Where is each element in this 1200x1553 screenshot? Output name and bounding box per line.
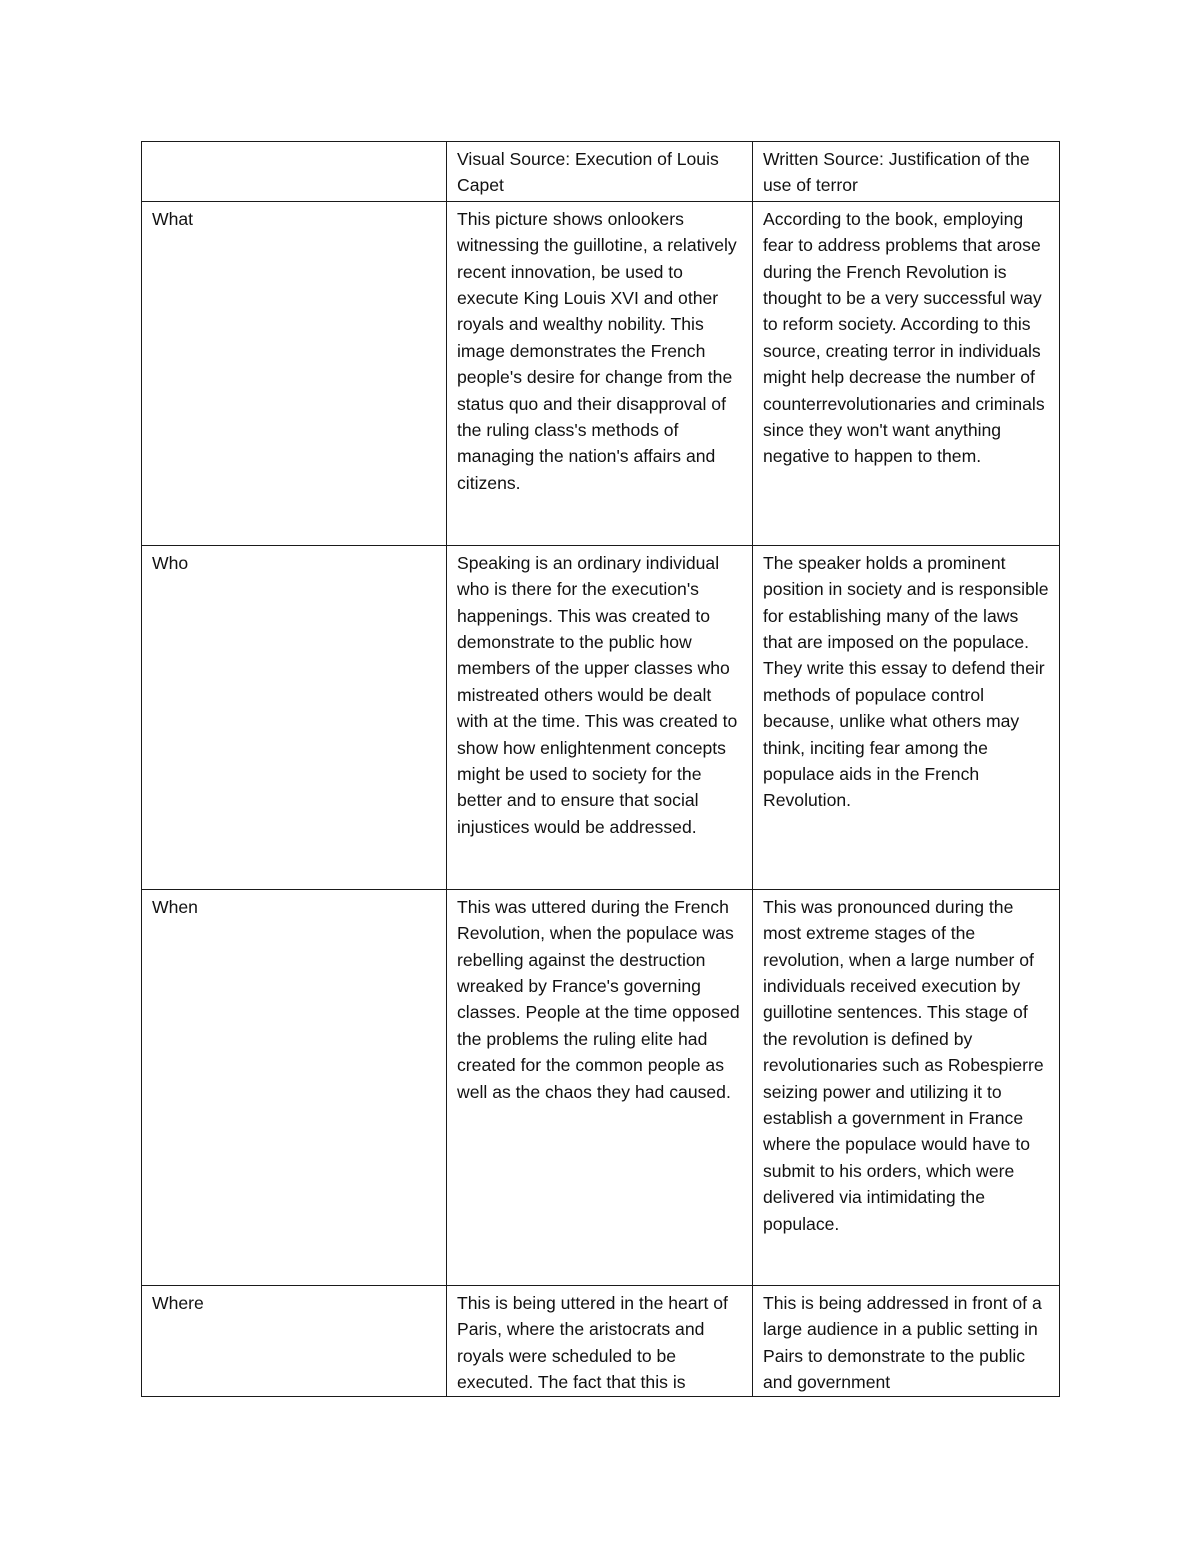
cell-when-written: This was pronounced during the most extreme stages of the revolution, when a large number of individuals received execution by guillotine sentences. This stage of the revolution is defined by revolutionaries such as Robespierre seizing power and utilizing it to establish a government in France where the populace would have to submit to his orders, which were delivered via intimidating the populace. <box>753 889 1060 1285</box>
row-label-where-text: Where <box>152 1292 204 1313</box>
cell-what-written: According to the book, employing fear to address problems that arose during the French Revolution is thought to be a very successful way to reform society. According to this source, creating terror in individuals might help decrease the number of counterrevolutionaries and criminals since they won't want anything negative to happen to them. <box>753 201 1060 545</box>
table-row-where <box>142 1285 1060 1396</box>
cell-where-written-text: This is being addressed in front of a large audience in a public setting in Pairs to demonstrate to the public and government <box>763 1292 1042 1393</box>
row-label-what: What <box>142 201 447 545</box>
row-label-when: When <box>142 889 447 1285</box>
cell-who-written: The speaker holds a prominent position in society and is responsible for establishing many of the laws that are imposed on the populace. They write this essay to defend their methods of populace control because, unlike what others may think, inciting fear among the populace aids in the French Revolution. <box>753 545 1060 889</box>
cell-who-visual: Speaking is an ordinary individual who is there for the execution's happenings. This was created to demonstrate to the public how members of the upper classes who mistreated others would be dealt with at the time. This was created to show how enlightenment concepts might be used to society for the better and to ensure that social injustices would be addressed. <box>447 545 753 889</box>
cell-when-visual: This was uttered during the French Revolution, when the populace was rebelling against the destruction wreaked by France's governing classes. People at the time opposed the problems the ruling elite had created for the common people as well as the chaos they had caused. <box>447 889 753 1285</box>
header-cell-visual-source: Visual Source: Execution of Louis Capet <box>447 142 753 202</box>
cell-where-visual-text: This is being uttered in the heart of Paris, where the aristocrats and royals were scheduled to be executed. The fact that this is <box>457 1292 728 1393</box>
table-row-what <box>142 201 1060 545</box>
comparison-table <box>141 141 1060 1397</box>
table-header-row <box>142 142 1060 202</box>
header-cell-empty <box>142 142 447 202</box>
row-label-where <box>142 1285 447 1396</box>
table-row-who <box>142 545 1060 889</box>
row-label-who: Who <box>142 545 447 889</box>
table-row-when <box>142 889 1060 1285</box>
header-cell-written-source: Written Source: Justification of the use of terror <box>753 142 1060 202</box>
cell-what-visual: This picture shows onlookers witnessing the guillotine, a relatively recent innovation, be used to execute King Louis XVI and other royals and wealthy nobility. This image demonstrates the French people's desire for change from the status quo and their disapproval of the ruling class's methods of managing the nation's affairs and citizens. <box>447 201 753 545</box>
cell-where-written <box>753 1285 1060 1396</box>
cell-where-visual <box>447 1285 753 1396</box>
